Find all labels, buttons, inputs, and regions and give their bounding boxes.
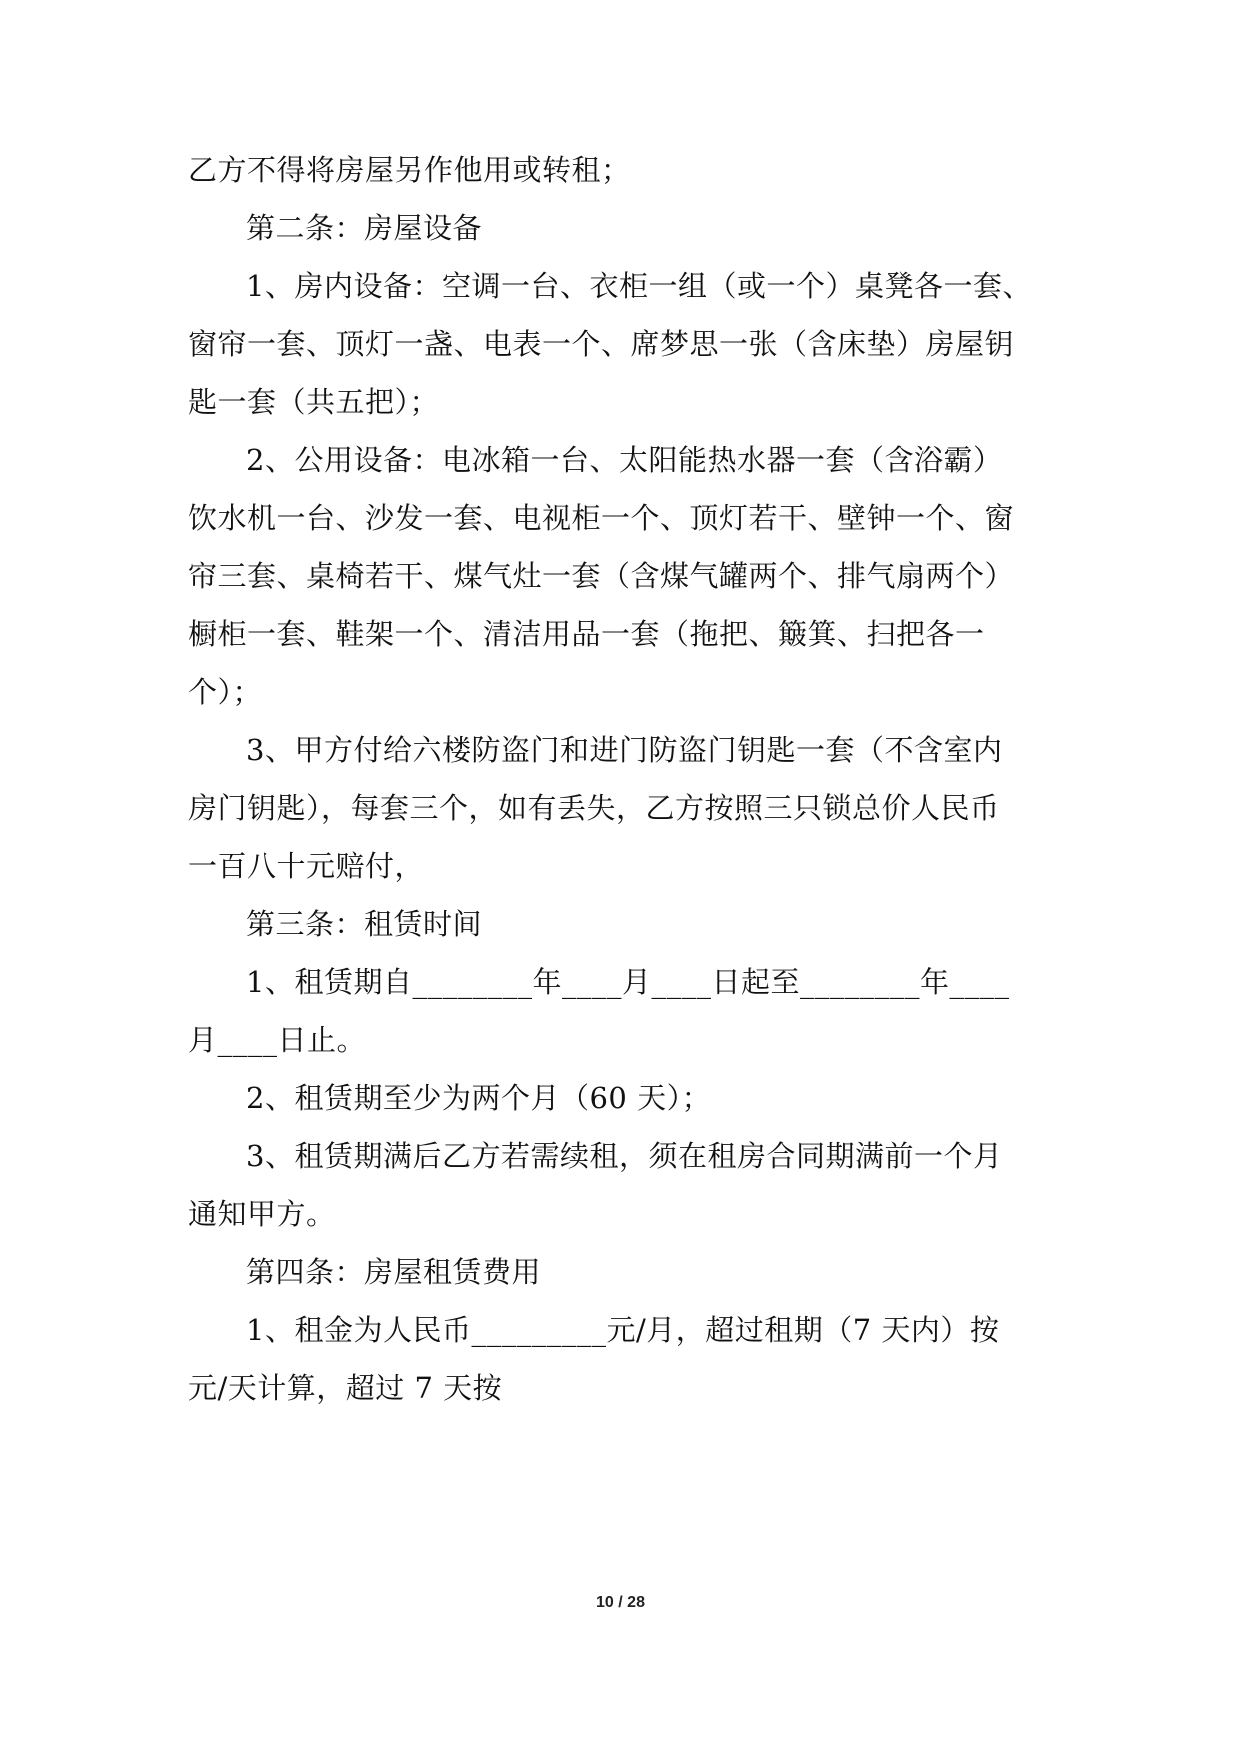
article-heading: 第二条：房屋设备 <box>246 211 483 245</box>
paragraph-line: 1、租赁期自________年____月____日起至________年____ <box>246 965 1010 999</box>
paragraph-line: 月____日止。 <box>188 1023 367 1057</box>
page-number: 10 / 28 <box>596 1594 645 1611</box>
paragraph-line: 2、租赁期至少为两个月（60 天）； <box>246 1081 712 1115</box>
article-heading: 第三条：租赁时间 <box>246 907 483 941</box>
article-heading: 第四条：房屋租赁费用 <box>246 1255 542 1289</box>
paragraph-line: 一百八十元赔付， <box>188 849 425 883</box>
paragraph-line: 乙方不得将房屋另作他用或转租； <box>188 153 631 187</box>
paragraph-line: 3、租赁期满后乙方若需续租，须在租房合同期满前一个月 <box>246 1139 1003 1173</box>
paragraph-line: 元/天计算，超过 7 天按 <box>188 1371 503 1405</box>
paragraph-line: 帘三套、桌椅若干、煤气灶一套（含煤气罐两个、排气扇两个） <box>188 559 1015 593</box>
paragraph-line: 房门钥匙），每套三个，如有丢失，乙方按照三只锁总价人民币 <box>188 791 1000 825</box>
paragraph-line: 2、公用设备：电冰箱一台、太阳能热水器一套（含浴霸） <box>246 443 1003 477</box>
paragraph-line: 饮水机一台、沙发一套、电视柜一个、顶灯若干、壁钟一个、窗 <box>188 501 1015 535</box>
paragraph-line: 窗帘一套、顶灯一盏、电表一个、席梦思一张（含床垫）房屋钥 <box>188 327 1015 361</box>
paragraph-line: 橱柜一套、鞋架一个、清洁用品一套（拖把、簸箕、扫把各一 <box>188 617 985 651</box>
paragraph-line: 通知甲方。 <box>188 1197 336 1231</box>
paragraph-line: 匙一套（共五把）； <box>188 385 440 419</box>
paragraph-line: 1、房内设备：空调一台、衣柜一组（或一个）桌凳各一套、 <box>246 269 1032 303</box>
paragraph-line: 个）； <box>188 675 263 709</box>
paragraph-line: 3、甲方付给六楼防盗门和进门防盗门钥匙一套（不含室内 <box>246 733 1003 767</box>
paragraph-line: 1、租金为人民币_________元/月，超过租期（7 天内）按 <box>246 1313 1000 1347</box>
